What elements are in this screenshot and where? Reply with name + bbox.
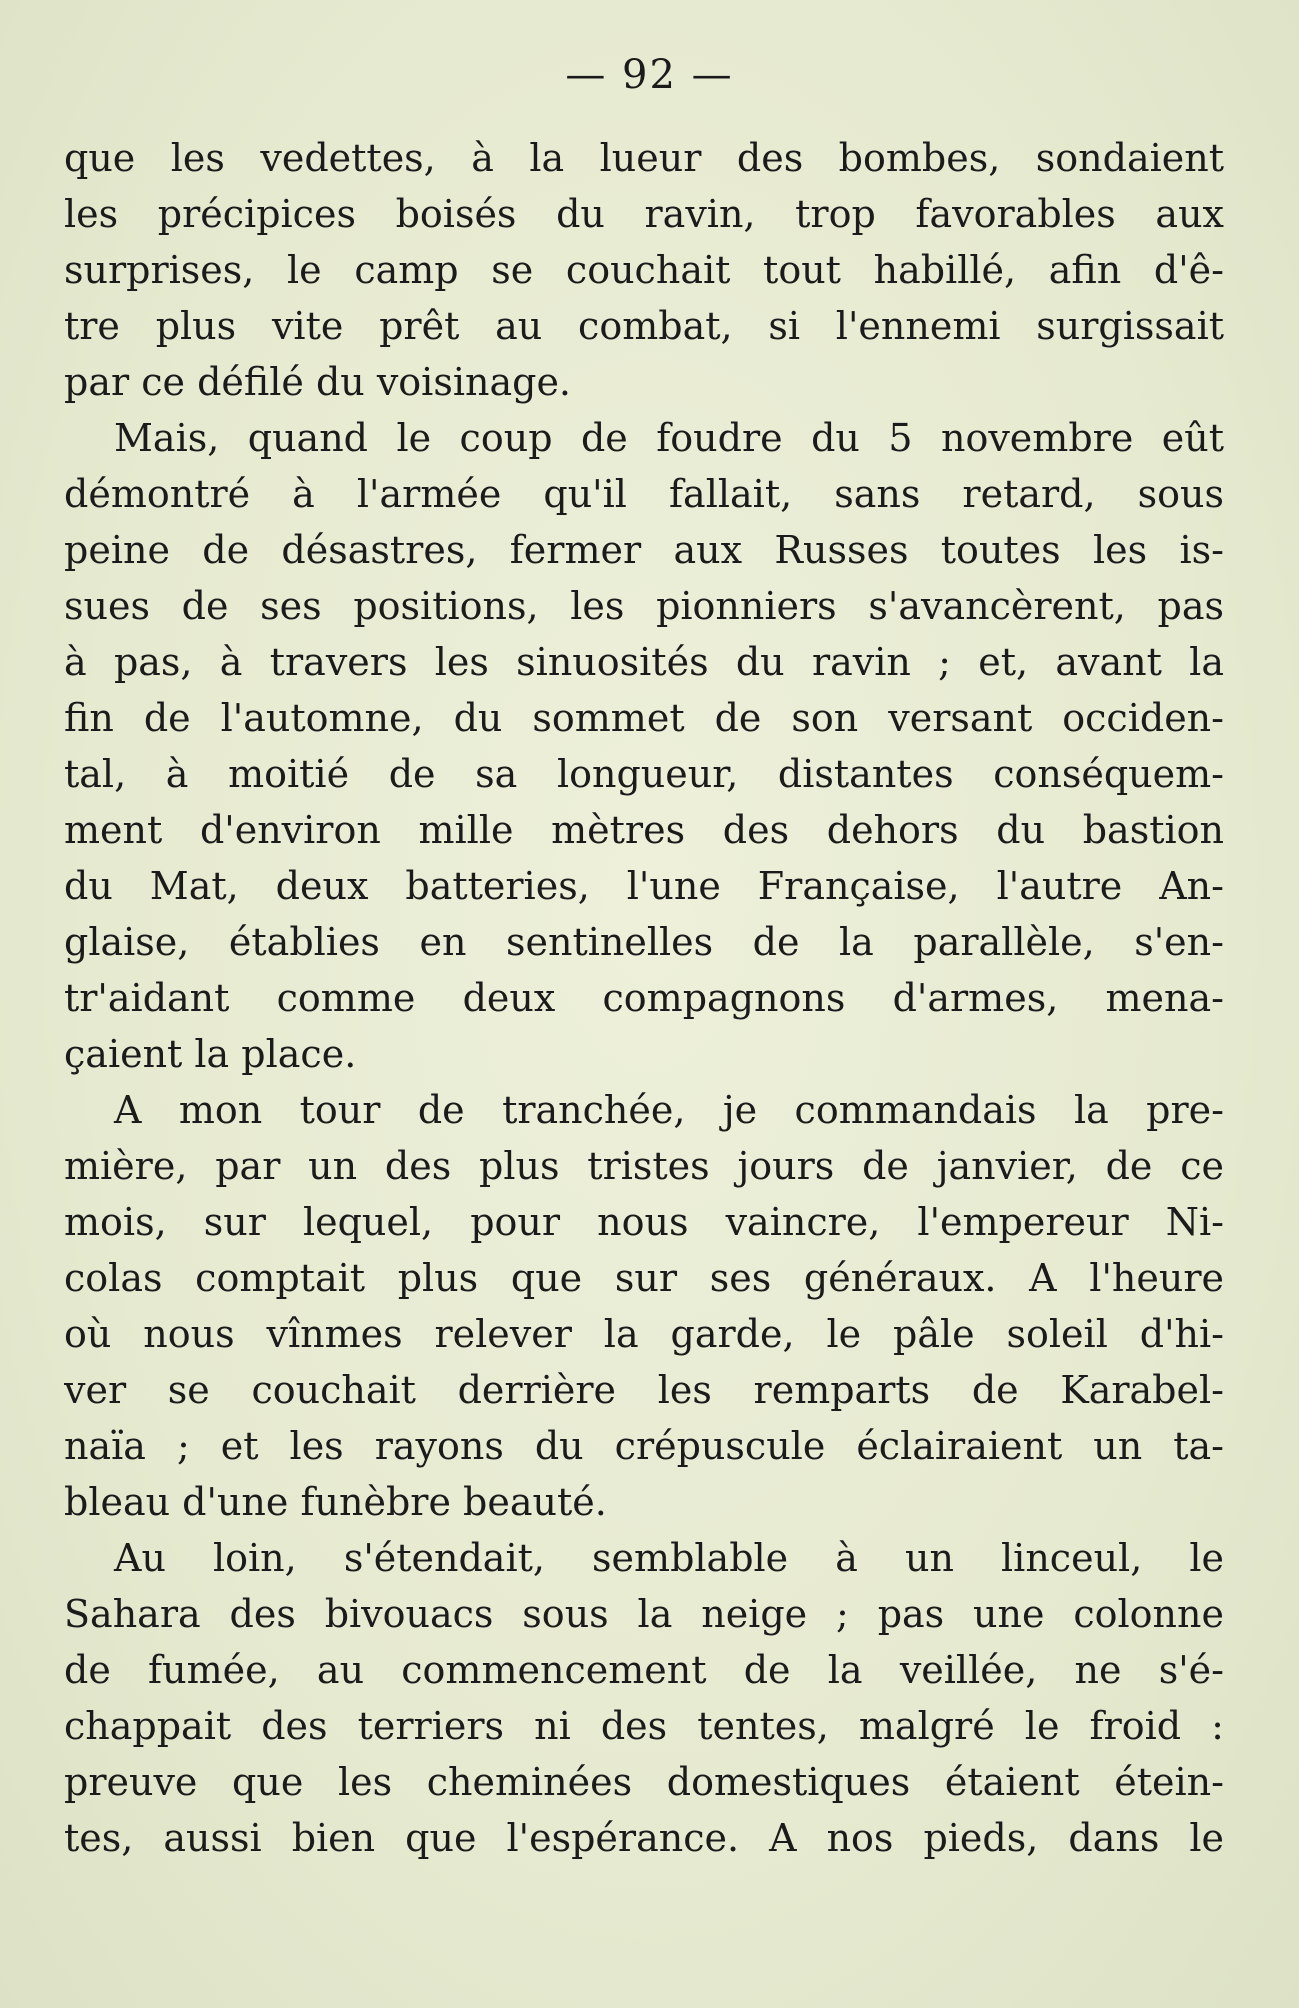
page-number: — 92 —: [565, 52, 734, 98]
text-line: sues de ses positions, les pionniers s'avancèrent, pas: [64, 584, 1224, 628]
text-line: naïa ; et les rayons du crépuscule éclairaient un ta-: [64, 1424, 1224, 1468]
text-line: A mon tour de tranchée, je commandais la pre-: [114, 1088, 1224, 1132]
text-line: les précipices boisés du ravin, trop favorables aux: [64, 192, 1224, 236]
text-line: fin de l'automne, du sommet de son versant occiden-: [64, 696, 1224, 740]
text-line: de fumée, au commencement de la veillée, ne s'é-: [64, 1648, 1224, 1692]
text-line: chappait des terriers ni des tentes, malgré le froid :: [64, 1704, 1224, 1748]
text-line: surprises, le camp se couchait tout habillé, afin d'ê-: [64, 248, 1224, 292]
text-line: démontré à l'armée qu'il fallait, sans retard, sous: [64, 472, 1224, 516]
body-text: [64, 130, 1224, 1866]
text-line: Mais, quand le coup de foudre du 5 novembre eût: [114, 416, 1224, 460]
text-line: Sahara des bivouacs sous la neige ; pas une colonne: [64, 1592, 1224, 1636]
text-line: à pas, à travers les sinuosités du ravin ; et, avant la: [64, 640, 1224, 684]
text-line: tr'aidant comme deux compagnons d'armes, mena-: [64, 976, 1224, 1020]
text-line: preuve que les cheminées domestiques étaient étein-: [64, 1760, 1224, 1804]
text-line: du Mat, deux batteries, l'une Française, l'autre An-: [64, 864, 1224, 908]
text-line: mière, par un des plus tristes jours de janvier, de ce: [64, 1144, 1224, 1188]
text-line: colas comptait plus que sur ses généraux. A l'heure: [64, 1256, 1224, 1300]
text-line: çaient la place.: [64, 1032, 357, 1076]
text-line: que les vedettes, à la lueur des bombes, sondaient: [64, 136, 1224, 180]
text-line: tre plus vite prêt au combat, si l'ennemi surgissait: [64, 304, 1224, 348]
text-line: mois, sur lequel, pour nous vaincre, l'empereur Ni-: [64, 1200, 1224, 1244]
text-line: bleau d'une funèbre beauté.: [64, 1480, 607, 1524]
text-line: Au loin, s'étendait, semblable à un linceul, le: [114, 1536, 1224, 1580]
text-line: glaise, établies en sentinelles de la parallèle, s'en-: [64, 920, 1224, 964]
text-line: ment d'environ mille mètres des dehors du bastion: [64, 808, 1224, 852]
text-line: tal, à moitié de sa longueur, distantes conséquem-: [64, 752, 1224, 796]
text-line: par ce défilé du voisinage.: [64, 360, 572, 404]
text-line: où nous vînmes relever la garde, le pâle soleil d'hi-: [64, 1312, 1224, 1356]
text-line: tes, aussi bien que l'espérance. A nos pieds, dans le: [64, 1816, 1224, 1860]
text-line: peine de désastres, fermer aux Russes toutes les is-: [64, 528, 1224, 572]
text-line: ver se couchait derrière les remparts de Karabel-: [64, 1368, 1224, 1412]
